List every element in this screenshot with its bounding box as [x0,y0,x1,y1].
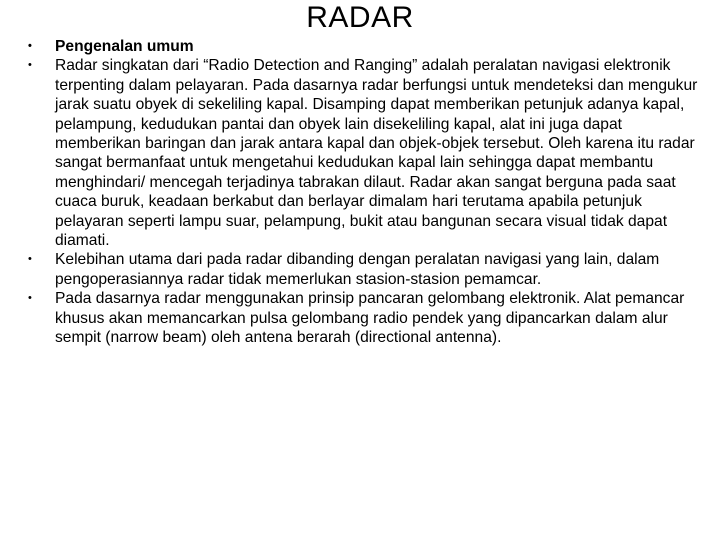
bullet-item-advantage [28,250,710,289]
bullet-text: Radar singkatan dari “Radio Detection and Ranging” adalah peralatan navigasi elektronik terpenting dalam pelayaran. Pada dasarnya radar berfungsi untuk mendeteksi dan mengukur jarak suatu obyek di sekeliling kapal. Disamping dapat memberikan petunjuk adanya kapal, pelampung, kedudukan pantai dan obyek lain disekeliling kapal, alat ini juga dapat memberikan baringan dan jarak antara kapal dan objek-objek tersebut. Oleh karena itu radar sangat bermanfaat untuk mengetahui kedudukan kapal lain sehingga dapat membantu menghindari/ mencegah terjadinya tabrakan dilaut. Radar akan sangat berguna pada saat cuaca buruk, keadaan berkabut dan berlayar dimalam hari terutama apabila petunjuk pelayaran seperti lampu suar, pelampung, bukit atau bangunan secara visual tidak dapat diamati. [55,57,698,250]
bullet-dot: • [28,253,32,266]
bullet-dot: • [28,40,32,52]
bullet-list [28,37,710,348]
slide-title: RADAR [306,1,414,34]
bullet-dot: • [28,59,32,72]
bullet-dot: • [28,292,32,305]
bullet-item-intro [28,37,710,56]
bullet-text: Pada dasarnya radar menggunakan prinsip pancaran gelombang elektronik. Alat pemancar khusus akan memancarkan pulsa gelombang radio pendek yang dipancarkan dalam alur sempit (narrow beam) oleh antena berarah (directional antenna). [55,290,685,347]
bullet-text: Kelebihan utama dari pada radar dibanding dengan peralatan navigasi yang lain, dalam pengoperasiannya radar tidak memerlukan stasion-stasion pemamcar. [55,251,660,288]
bullet-item-definition [28,56,710,250]
bullet-text: Pengenalan umum [55,38,194,55]
bullet-item-principle [28,289,710,347]
